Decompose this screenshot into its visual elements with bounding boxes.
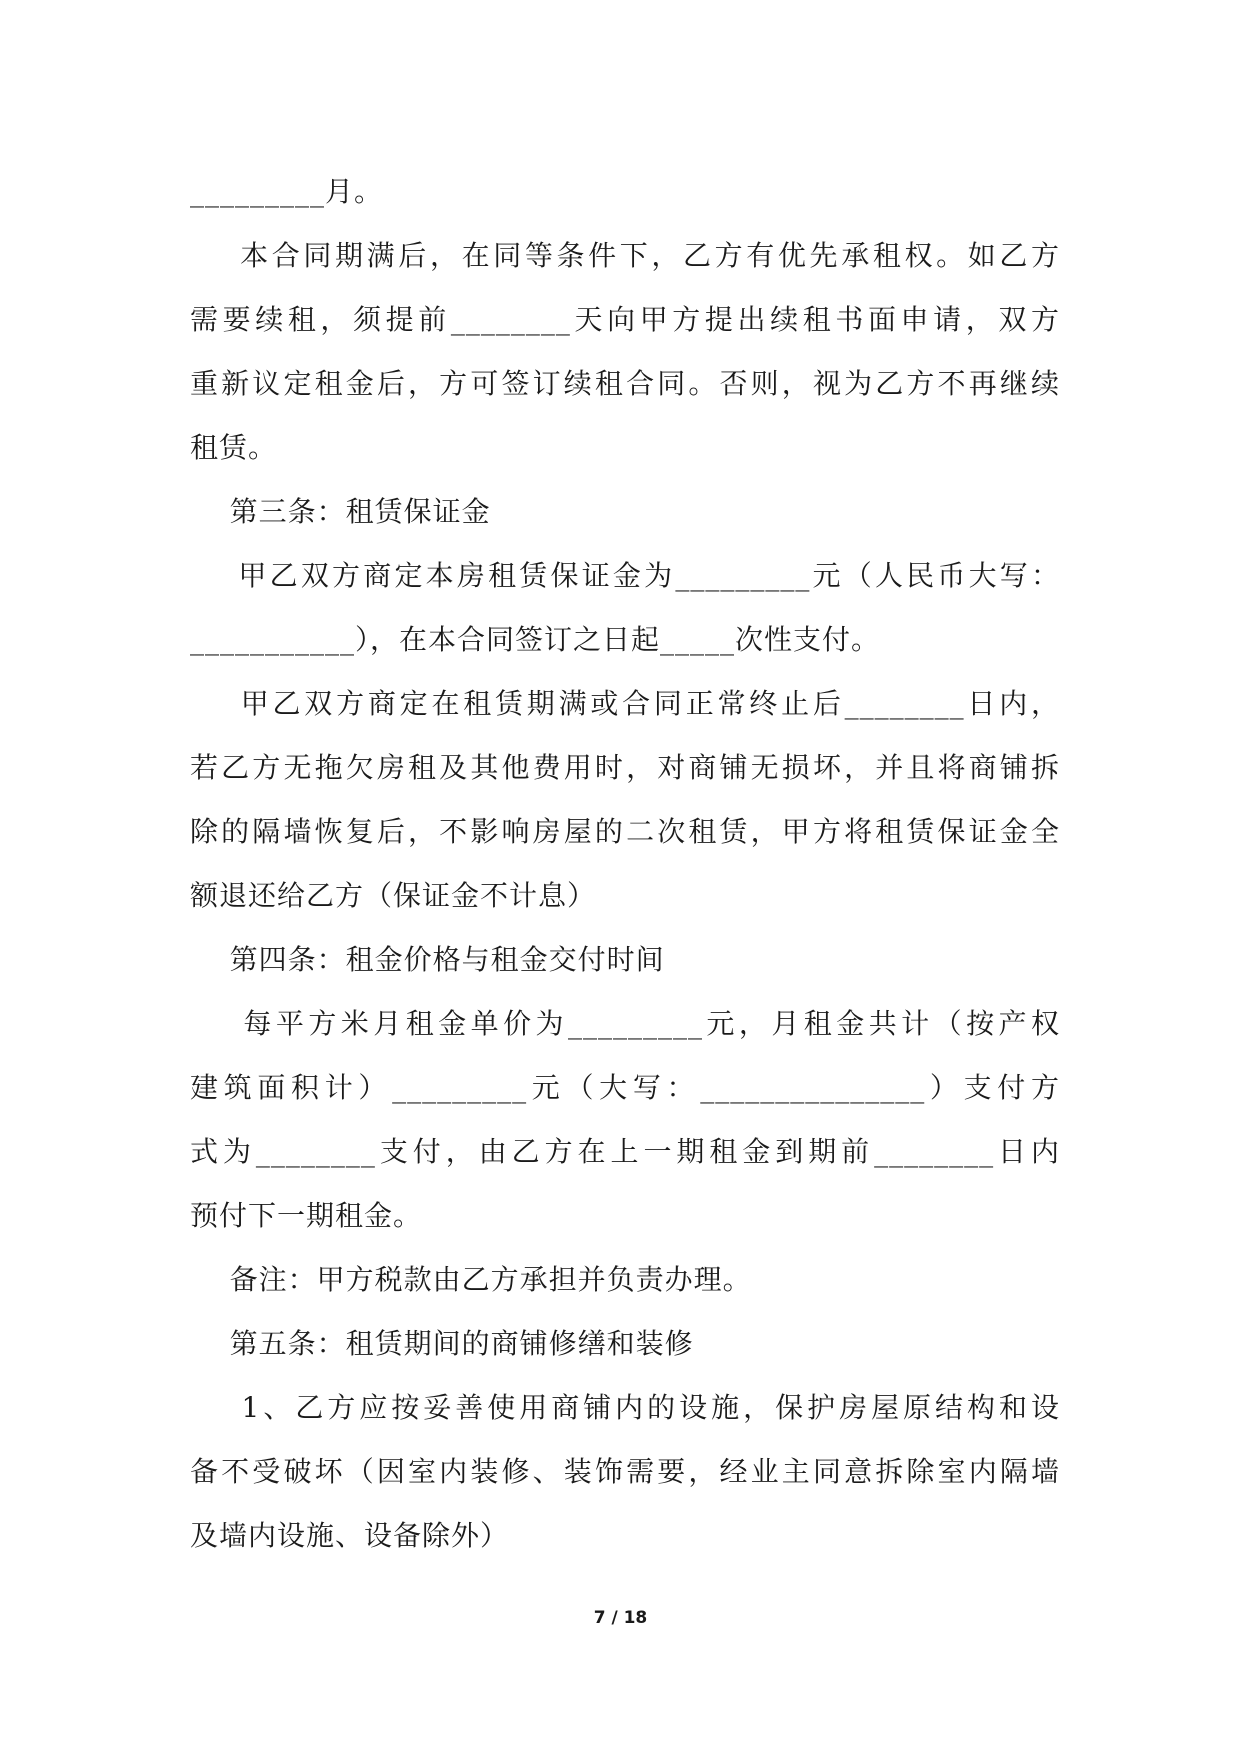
text-line: _________月。: [190, 175, 384, 208]
text-line: 若乙方无拖欠房租及其他费用时，对商铺无损坏，并且将商铺拆: [190, 751, 1060, 784]
text-line: 除的隔墙恢复后，不影响房屋的二次租赁，甲方将租赁保证金全: [190, 815, 1060, 848]
text-line: 本合同期满后，在同等条件下，乙方有优先承租权。如乙方: [190, 239, 1060, 272]
text-line: 及墙内设施、设备除外）: [190, 1519, 510, 1552]
text-line: 建筑面积计）_________元（大写：_______________）支付方: [190, 1071, 1060, 1104]
page-number: 7 / 18: [593, 1608, 648, 1628]
text-line: 甲乙双方商定在租赁期满或合同正常终止后________日内，: [190, 687, 1060, 720]
section-heading: 第三条：租赁保证金: [190, 495, 491, 528]
note-line: 备注：甲方税款由乙方承担并负责办理。: [190, 1263, 752, 1296]
text-line: 每平方米月租金单价为_________元，月租金共计（按产权: [190, 1007, 1060, 1040]
text-line: 重新议定租金后，方可签订续租合同。否则，视为乙方不再继续: [190, 367, 1060, 400]
text-line: 预付下一期租金。: [190, 1199, 423, 1232]
text-line: 额退还给乙方（保证金不计息）: [190, 879, 597, 912]
text-line: 租赁。: [190, 431, 278, 464]
text-line: 甲乙双方商定本房租赁保证金为_________元（人民币大写：: [190, 559, 1060, 592]
section-heading: 第五条：租赁期间的商铺修缮和装修: [190, 1327, 694, 1360]
text-line: 备不受破坏（因室内装修、装饰需要，经业主同意拆除室内隔墙: [190, 1455, 1060, 1488]
text-line: ___________），在本合同签订之日起_____次性支付。: [190, 623, 881, 656]
contract-body: [190, 160, 1060, 1568]
section-heading: 第四条：租金价格与租金交付时间: [190, 943, 665, 976]
text-line: 式为________支付，由乙方在上一期租金到期前________日内: [190, 1135, 1060, 1168]
text-line: 1、乙方应按妥善使用商铺内的设施，保护房屋原结构和设: [190, 1391, 1060, 1424]
text-line: 需要续租，须提前________天向甲方提出续租书面申请，双方: [190, 303, 1060, 336]
